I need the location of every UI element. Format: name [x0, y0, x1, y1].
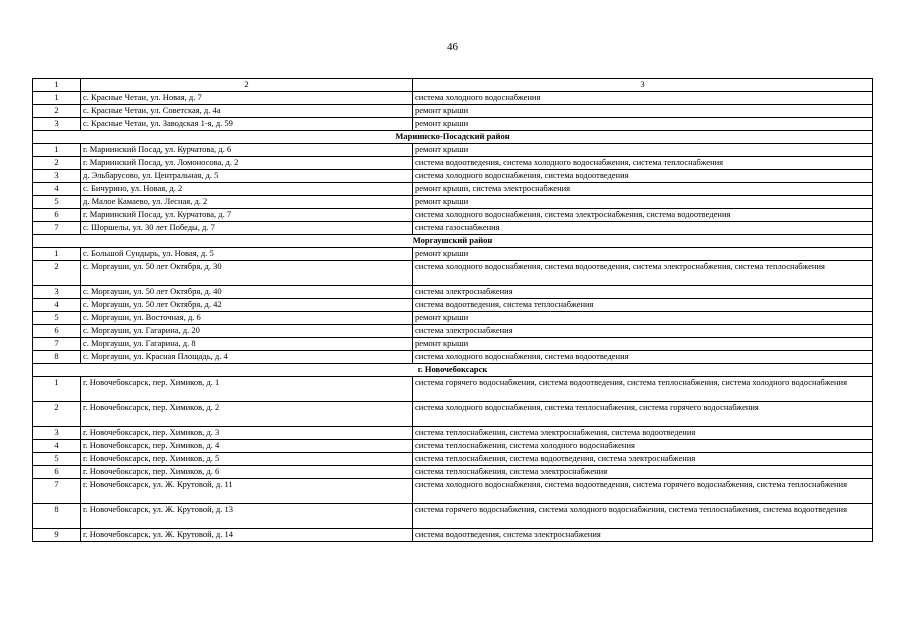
table-row — [33, 222, 873, 235]
row-number: 7 — [33, 222, 81, 235]
row-number: 2 — [33, 157, 81, 170]
row-address: с. Красные Четаи, ул. Заводская 1-я, д. 59 — [81, 118, 413, 131]
row-number: 3 — [33, 427, 81, 440]
row-number: 7 — [33, 479, 81, 504]
table-row — [33, 504, 873, 529]
row-works: система холодного водоснабжения, система водоотведения — [413, 170, 873, 183]
row-number: 9 — [33, 529, 81, 542]
table-row — [33, 118, 873, 131]
row-number: 3 — [33, 118, 81, 131]
row-works: ремонт крыши — [413, 338, 873, 351]
row-address: г. Новочебоксарск, ул. Ж. Крутовой, д. 13 — [81, 504, 413, 529]
region-heading-row — [33, 131, 873, 144]
row-number: 8 — [33, 504, 81, 529]
table-row — [33, 170, 873, 183]
row-works: ремонт крыши — [413, 144, 873, 157]
row-number: 1 — [33, 248, 81, 261]
row-address: г. Мариинский Посад, ул. Ломоносова, д. 2 — [81, 157, 413, 170]
row-address: д. Эльбарусово, ул. Центральная, д. 5 — [81, 170, 413, 183]
table-row — [33, 466, 873, 479]
table-row — [33, 402, 873, 427]
row-number: 2 — [33, 105, 81, 118]
row-number: 4 — [33, 183, 81, 196]
row-number: 6 — [33, 209, 81, 222]
row-address: с. Моргауши, ул. Восточная, д. 6 — [81, 312, 413, 325]
row-works: система холодного водоснабжения, система водоотведения, система электроснабжения, система теплоснабжения — [413, 261, 873, 286]
row-address: д. Малое Камаево, ул. Лесная, д. 2 — [81, 196, 413, 209]
row-address: с. Моргауши, ул. 50 лет Октября, д. 42 — [81, 299, 413, 312]
table-row — [33, 196, 873, 209]
row-number: 6 — [33, 325, 81, 338]
row-number: 5 — [33, 196, 81, 209]
row-address: г. Мариинский Посад, ул. Курчатова, д. 7 — [81, 209, 413, 222]
region-heading: Моргаушский район — [33, 235, 873, 248]
table-row — [33, 183, 873, 196]
table-row — [33, 453, 873, 466]
table-row — [33, 312, 873, 325]
row-address: с. Красные Четаи, ул. Новая, д. 7 — [81, 92, 413, 105]
row-number: 1 — [33, 92, 81, 105]
table-row — [33, 338, 873, 351]
table-row — [33, 325, 873, 338]
row-address: г. Новочебоксарск, пер. Химиков, д. 6 — [81, 466, 413, 479]
row-number: 7 — [33, 338, 81, 351]
row-works: система электроснабжения — [413, 286, 873, 299]
header-col-2: 2 — [81, 79, 413, 92]
row-number: 1 — [33, 144, 81, 157]
row-address: с. Красные Четаи, ул. Советская, д. 4а — [81, 105, 413, 118]
row-works: система водоотведения, система электроснабжения — [413, 529, 873, 542]
row-works: система холодного водоснабжения, система теплоснабжения, система горячего водоснабжения — [413, 402, 873, 427]
row-number: 5 — [33, 453, 81, 466]
row-works: ремонт крыши, система электроснабжения — [413, 183, 873, 196]
row-number: 2 — [33, 261, 81, 286]
page-number: 46 — [447, 41, 458, 53]
row-number: 5 — [33, 312, 81, 325]
row-works: система холодного водоснабжения, система электроснабжения, система водоотведения — [413, 209, 873, 222]
table-header-row — [33, 79, 873, 92]
row-number: 1 — [33, 377, 81, 402]
row-address: г. Мариинский Посад, ул. Курчатова, д. 6 — [81, 144, 413, 157]
region-heading-row — [33, 235, 873, 248]
repair-works-table — [32, 78, 873, 542]
row-works: система водоотведения, система теплоснабжения — [413, 299, 873, 312]
row-address: с. Шоршелы, ул. 30 лет Победы, д. 7 — [81, 222, 413, 235]
row-works: система теплоснабжения, система электроснабжения — [413, 466, 873, 479]
table-row — [33, 248, 873, 261]
row-number: 3 — [33, 170, 81, 183]
row-address: г. Новочебоксарск, пер. Химиков, д. 3 — [81, 427, 413, 440]
table-row — [33, 299, 873, 312]
row-works: ремонт крыши — [413, 196, 873, 209]
header-col-3: 3 — [413, 79, 873, 92]
header-col-1: 1 — [33, 79, 81, 92]
row-address: г. Новочебоксарск, пер. Химиков, д. 5 — [81, 453, 413, 466]
table-row — [33, 144, 873, 157]
row-number: 4 — [33, 440, 81, 453]
row-works: система электроснабжения — [413, 325, 873, 338]
table-row — [33, 440, 873, 453]
row-address: с. Моргауши, ул. Красная Площадь, д. 4 — [81, 351, 413, 364]
row-works: система холодного водоснабжения — [413, 92, 873, 105]
row-works: система горячего водоснабжения, система холодного водоснабжения, система теплоснабжения, система водоотведения — [413, 504, 873, 529]
table-row — [33, 529, 873, 542]
region-heading-row — [33, 364, 873, 377]
row-number: 2 — [33, 402, 81, 427]
row-address: с. Бичурино, ул. Новая, д. 2 — [81, 183, 413, 196]
region-heading: Мариинско-Посадский район — [33, 131, 873, 144]
row-address: г. Новочебоксарск, ул. Ж. Крутовой, д. 11 — [81, 479, 413, 504]
table-row — [33, 105, 873, 118]
row-address: с. Моргауши, ул. 50 лет Октября, д. 40 — [81, 286, 413, 299]
table-row — [33, 92, 873, 105]
row-works: система теплоснабжения, система водоотведения, система электроснабжения — [413, 453, 873, 466]
row-number: 8 — [33, 351, 81, 364]
table-row — [33, 261, 873, 286]
row-address: г. Новочебоксарск, пер. Химиков, д. 4 — [81, 440, 413, 453]
row-works: система холодного водоснабжения, система водоотведения, система горячего водоснабжения, система теплоснабжения — [413, 479, 873, 504]
table-row — [33, 351, 873, 364]
table-row — [33, 209, 873, 222]
row-number: 3 — [33, 286, 81, 299]
table-row — [33, 427, 873, 440]
table-row — [33, 286, 873, 299]
table-row — [33, 377, 873, 402]
row-address: г. Новочебоксарск, пер. Химиков, д. 1 — [81, 377, 413, 402]
row-number: 6 — [33, 466, 81, 479]
table-row — [33, 479, 873, 504]
row-address: г. Новочебоксарск, ул. Ж. Крутовой, д. 14 — [81, 529, 413, 542]
row-address: с. Моргауши, ул. Гагарина, д. 8 — [81, 338, 413, 351]
row-works: система холодного водоснабжения, система водоотведения — [413, 351, 873, 364]
region-heading: г. Новочебоксарск — [33, 364, 873, 377]
row-works: система газоснабжения — [413, 222, 873, 235]
row-address: с. Моргауши, ул. 50 лет Октября, д. 30 — [81, 261, 413, 286]
row-works: система теплоснабжения, система электроснабжения, система водоотведения — [413, 427, 873, 440]
row-address: с. Большой Сундырь, ул. Новая, д. 5 — [81, 248, 413, 261]
row-address: с. Моргауши, ул. Гагарина, д. 20 — [81, 325, 413, 338]
row-works: система теплоснабжения, система холодного водоснабжения — [413, 440, 873, 453]
row-number: 4 — [33, 299, 81, 312]
row-address: г. Новочебоксарск, пер. Химиков, д. 2 — [81, 402, 413, 427]
row-works: ремонт крыши — [413, 105, 873, 118]
row-works: система горячего водоснабжения, система водоотведения, система теплоснабжения, система холодного водоснабжения — [413, 377, 873, 402]
row-works: система водоотведения, система холодного водоснабжения, система теплоснабжения — [413, 157, 873, 170]
row-works: ремонт крыши — [413, 118, 873, 131]
table-row — [33, 157, 873, 170]
row-works: ремонт крыши — [413, 312, 873, 325]
row-works: ремонт крыши — [413, 248, 873, 261]
